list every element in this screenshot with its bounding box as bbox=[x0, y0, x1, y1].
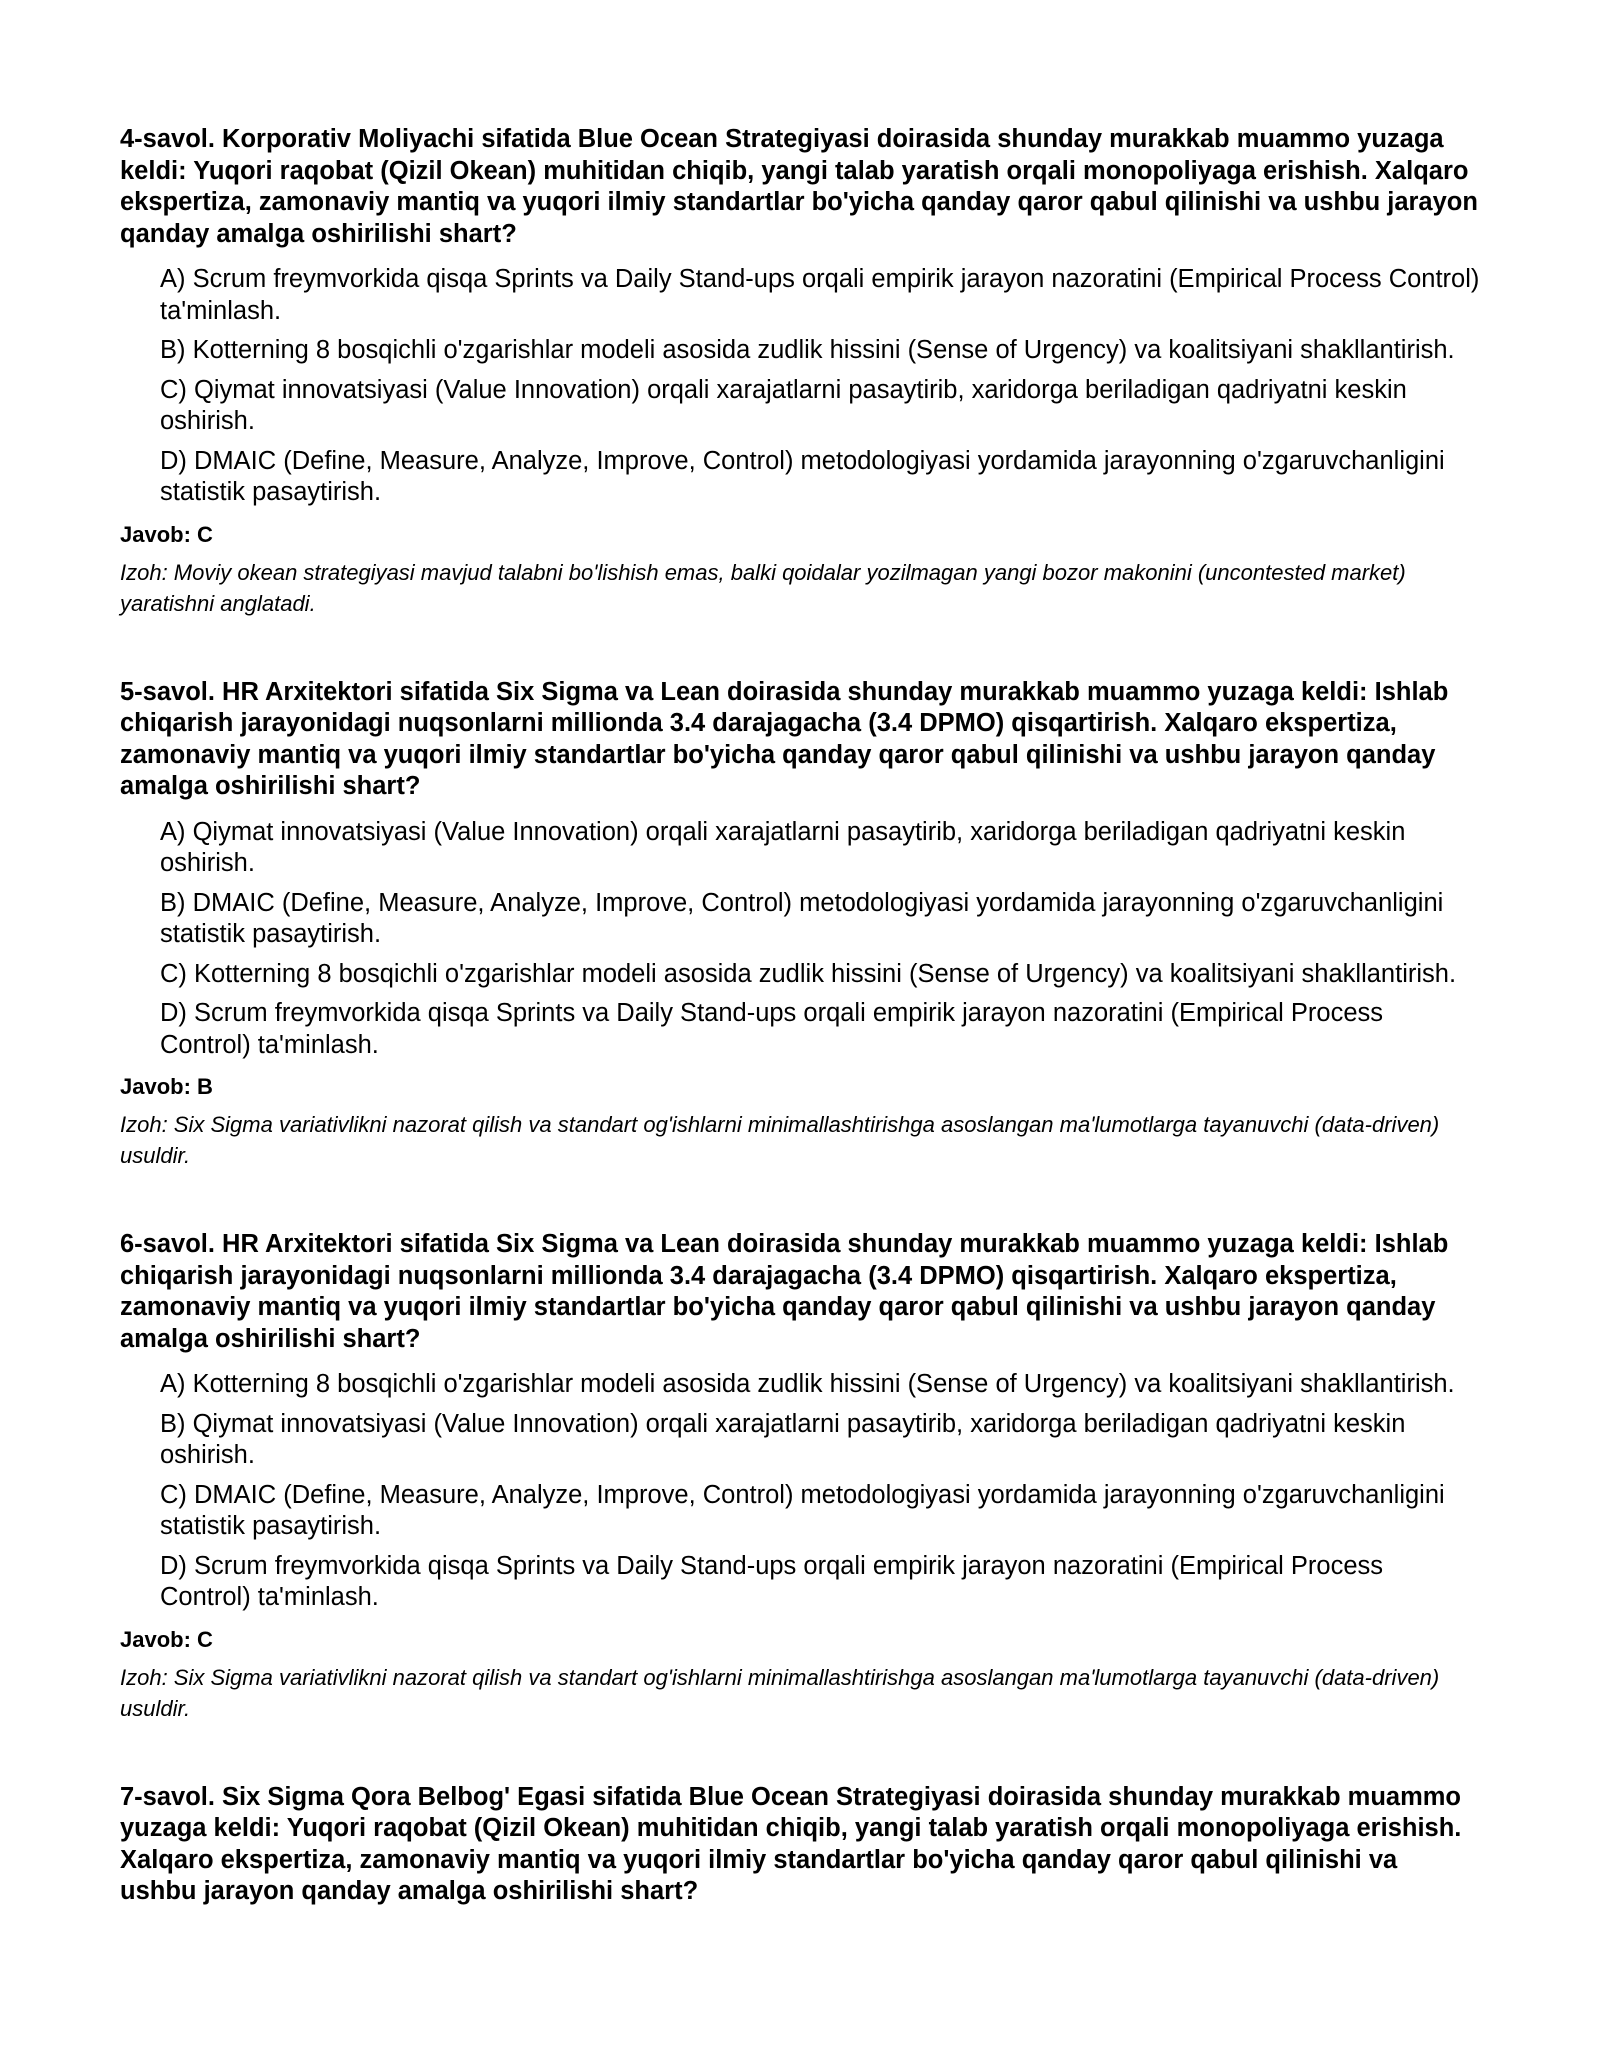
answer-label: Javob: C bbox=[120, 1626, 213, 1652]
options-list bbox=[120, 817, 1480, 1062]
question-text: 7-savol. Six Sigma Qora Belbog' Egasi sifatida Blue Ocean Strategiyasi doirasida shunday murakkab muammo yuzaga keldi: Yuqori raqobat (Qizil Okean) muhitidan chiqib, yangi talab yaratish orqali monopoliyaga erishish. Xalqaro ekspertiza, zamonaviy mantiq va yuqori ilmiy standartlar bo'yicha qanday qaror qabul qilinishi va ushbu jarayon qanday amalga oshirilishi shart? bbox=[120, 1782, 1462, 1905]
question-text: 4-savol. Korporativ Moliyachi sifatida Blue Ocean Strategiyasi doirasida shunday murakkab muammo yuzaga keldi: Yuqori raqobat (Qizil Okean) muhitidan chiqib, yangi talab yaratish orqali monopoliyaga erishish. Xalqaro ekspertiza, zamonaviy mantiq va yuqori ilmiy standartlar bo'yicha qanday qaror qabul qilinishi va ushbu jarayon qanday amalga oshirilishi shart? bbox=[120, 125, 1478, 248]
question-block-5 bbox=[120, 677, 1480, 1172]
question-block-7 bbox=[120, 1782, 1480, 1908]
option-a: A) Kotterning 8 bosqichli o'zgarishlar modeli asosida zudlik hissini (Sense of Urgency) va koalitsiyani shakllantirish. bbox=[160, 1370, 1455, 1398]
question-text: 6-savol. HR Arxitektori sifatida Six Sigma va Lean doirasida shunday murakkab muammo yuzaga keldi: Ishlab chiqarish jarayonidagi nuqsonlarni millionda 3.4 darajagacha (3.4 DPMO) qisqartirish. Xalqaro ekspertiza, zamonaviy mantiq va yuqori ilmiy standartlar bo'yicha qanday qaror qabul qilinishi va ushbu jarayon qanday amalga oshirilishi shart? bbox=[120, 1230, 1449, 1353]
explanation-text: Izoh: Moviy okean strategiyasi mavjud talabni bo'lishish emas, balki qoidalar yozilmagan yangi bozor makonini (uncontested market) yaratishni anglatadi. bbox=[120, 559, 1406, 616]
explanation-text: Izoh: Six Sigma variativlikni nazorat qilish va standart og'ishlarni minimallashtirishga asoslangan ma'lumotlarga tayanuvchi (data-driven) usuldir. bbox=[120, 1664, 1440, 1721]
answer-label: Javob: C bbox=[120, 521, 213, 547]
option-d: D) DMAIC (Define, Measure, Analyze, Improve, Control) metodologiyasi yordamida jarayonning o'zgaruvchanligini statistik pasaytirish. bbox=[160, 446, 1445, 506]
option-b: B) DMAIC (Define, Measure, Analyze, Improve, Control) metodologiyasi yordamida jarayonning o'zgaruvchanligini statistik pasaytirish. bbox=[160, 888, 1444, 948]
option-c: C) Qiymat innovatsiyasi (Value Innovation) orqali xarajatlarni pasaytirib, xaridorga beriladigan qadriyatni keskin oshirish. bbox=[160, 375, 1407, 435]
option-a: A) Scrum freymvorkida qisqa Sprints va Daily Stand-ups orqali empirik jarayon nazoratini (Empirical Process Control) ta'minlash. bbox=[160, 265, 1480, 325]
options-list bbox=[120, 264, 1480, 509]
option-b: B) Kotterning 8 bosqichli o'zgarishlar modeli asosida zudlik hissini (Sense of Urgency) va koalitsiyani shakllantirish. bbox=[160, 336, 1455, 364]
option-a: A) Qiymat innovatsiyasi (Value Innovation) orqali xarajatlarni pasaytirib, xaridorga beriladigan qadriyatni keskin oshirish. bbox=[160, 817, 1406, 877]
question-block-4 bbox=[120, 124, 1480, 619]
options-list bbox=[120, 1369, 1480, 1614]
option-c: C) DMAIC (Define, Measure, Analyze, Improve, Control) metodologiyasi yordamida jarayonning o'zgaruvchanligini statistik pasaytirish. bbox=[160, 1480, 1445, 1540]
question-text: 5-savol. HR Arxitektori sifatida Six Sigma va Lean doirasida shunday murakkab muammo yuzaga keldi: Ishlab chiqarish jarayonidagi nuqsonlarni millionda 3.4 darajagacha (3.4 DPMO) qisqartirish. Xalqaro ekspertiza, zamonaviy mantiq va yuqori ilmiy standartlar bo'yicha qanday qaror qabul qilinishi va ushbu jarayon qanday amalga oshirilishi shart? bbox=[120, 677, 1449, 800]
answer-label: Javob: B bbox=[120, 1074, 213, 1099]
option-c: C) Kotterning 8 bosqichli o'zgarishlar modeli asosida zudlik hissini (Sense of Urgency) va koalitsiyani shakllantirish. bbox=[160, 959, 1457, 988]
option-d: D) Scrum freymvorkida qisqa Sprints va Daily Stand-ups orqali empirik jarayon nazoratini (Empirical Process Control) ta'minlash. bbox=[160, 999, 1384, 1059]
explanation-text: Izoh: Six Sigma variativlikni nazorat qilish va standart og'ishlarni minimallashtirishga asoslangan ma'lumotlarga tayanuvchi (data-driven) usuldir. bbox=[120, 1112, 1440, 1168]
option-b: B) Qiymat innovatsiyasi (Value Innovation) orqali xarajatlarni pasaytirib, xaridorga beriladigan qadriyatni keskin oshirish. bbox=[160, 1409, 1406, 1469]
question-block-6 bbox=[120, 1229, 1480, 1724]
option-d: D) Scrum freymvorkida qisqa Sprints va Daily Stand-ups orqali empirik jarayon nazoratini (Empirical Process Control) ta'minlash. bbox=[160, 1551, 1384, 1611]
